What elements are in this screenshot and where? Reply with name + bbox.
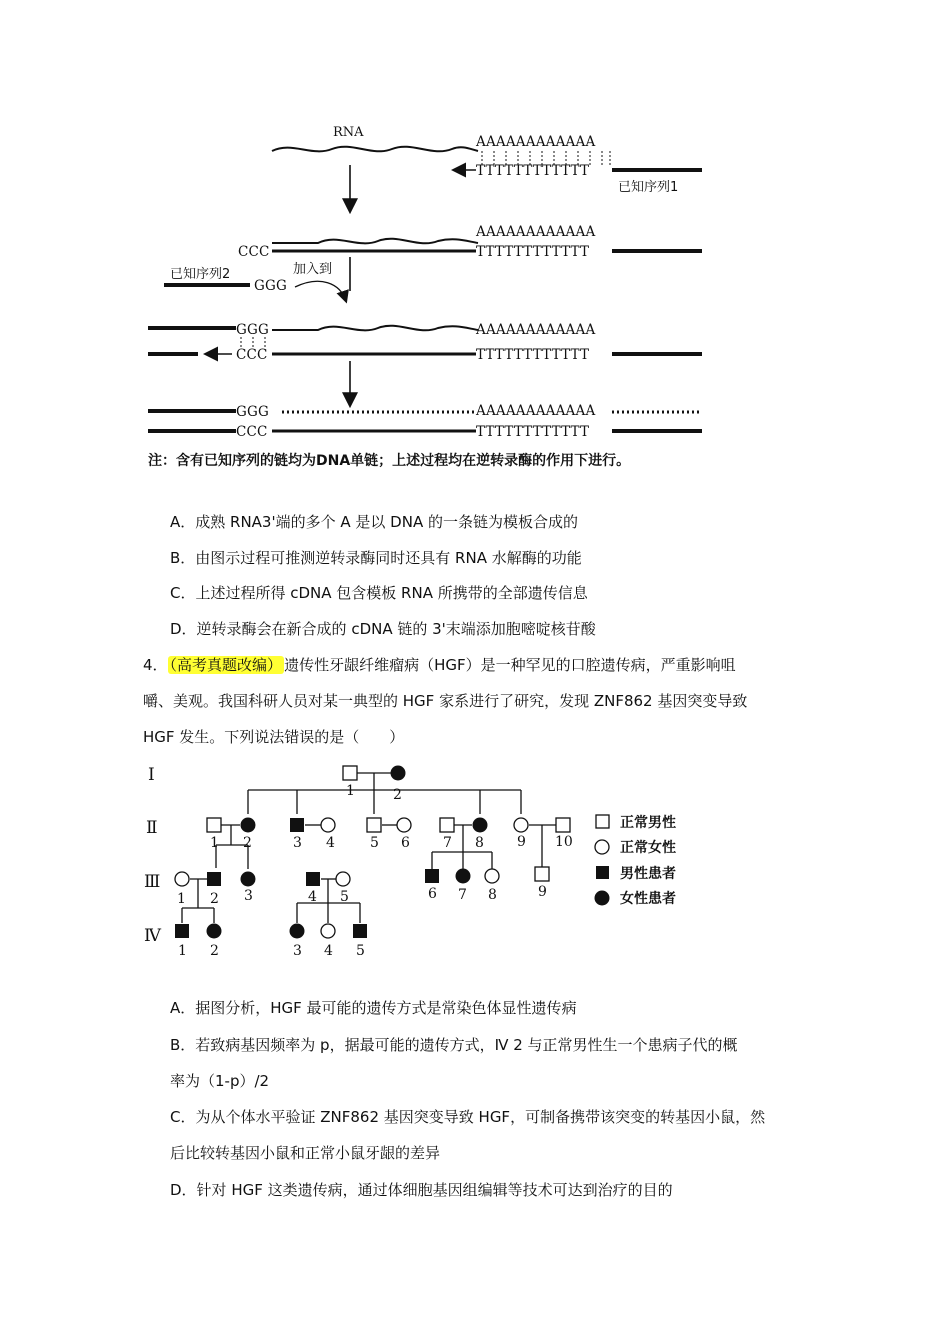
legend-affected-female-icon [595, 891, 610, 906]
q3-option-a: A．成熟 RNA3'端的多个 A 是以 DNA 的一条链为模板合成的 [170, 513, 578, 531]
svg-text:1: 1 [210, 835, 219, 851]
II-10-normal-male [556, 818, 570, 832]
pedigree-lines [182, 773, 556, 923]
svg-text:5: 5 [356, 943, 365, 959]
q4-stem-line2: 嚼、美观。我国科研人员对某一典型的 HGF 家系进行了研究，发现 ZNF862 基因突变导致 [143, 692, 748, 710]
q4-stem-line3: HGF 发生。下列说法错误的是（ ） [143, 728, 405, 746]
IV-4-normal-female [321, 924, 335, 938]
individual-numbers [177, 783, 573, 959]
q4-option-c-line2: 后比较转基因小鼠和正常小鼠牙龈的差异 [170, 1144, 441, 1162]
rna-strand-row2 [272, 239, 478, 244]
polyT-row3: TTTTTTTTTTTT [476, 347, 590, 363]
diagram-note: 注：含有已知序列的链均为DNA单链；上述过程均在逆转录酶的作用下进行。 [148, 453, 631, 469]
legend-affected-male-icon [596, 866, 609, 879]
svg-text:4: 4 [308, 889, 317, 905]
svg-text:1: 1 [346, 783, 355, 799]
q4-option-b-line2: 率为（1-p）/2 [170, 1072, 270, 1090]
polyT-row2: TTTTTTTTTTTT [476, 244, 590, 260]
legend-affected-female-label: 女性患者 [620, 891, 676, 907]
q4-number: 4． [143, 656, 168, 674]
svg-text:6: 6 [401, 835, 410, 851]
I-1-normal-male [343, 766, 357, 780]
ccc-row4: CCC [236, 424, 268, 440]
II-6-normal-female [397, 818, 411, 832]
legend-normal-male-icon [596, 815, 609, 828]
IV-5-affected-male [353, 924, 367, 938]
q4-source-tag: （高考真题改编） [169, 656, 283, 674]
svg-text:9: 9 [517, 834, 526, 850]
reverse-transcription-diagram [140, 115, 730, 480]
II-8-affected-female [473, 818, 488, 833]
II-5-normal-male [367, 818, 381, 832]
III-1-normal-female [175, 872, 189, 886]
generation-label-IV: Ⅳ [144, 926, 161, 946]
ccc-row3: CCC [236, 347, 268, 363]
III-3-affected-female [241, 872, 256, 887]
III-8-normal-female [485, 869, 499, 883]
svg-text:3: 3 [293, 943, 302, 959]
III-9-normal-male [535, 867, 549, 881]
svg-text:2: 2 [243, 835, 252, 851]
add-to-label: 加入到 [293, 262, 333, 277]
svg-text:2: 2 [210, 891, 219, 907]
polyA-row2: AAAAAAAAAAAA [476, 224, 596, 240]
q3-option-d: D．逆转录酶会在新合成的 cDNA 链的 3'末端添加胞嘧啶核苷酸 [170, 620, 596, 638]
rna-label: RNA [333, 125, 364, 140]
svg-text:1: 1 [178, 943, 187, 959]
generation-label-II: Ⅱ [146, 818, 158, 838]
generation-label-III: Ⅲ [144, 872, 161, 892]
svg-text:8: 8 [475, 835, 484, 851]
svg-text:5: 5 [370, 835, 379, 851]
q4-stem-line1 [143, 655, 736, 675]
svg-text:3: 3 [244, 888, 253, 904]
q4-option-d: D．针对 HGF 这类遗传病，通过体细胞基因组编辑等技术可达到治疗的目的 [170, 1181, 673, 1199]
legend-normal-male-label: 正常男性 [620, 815, 676, 831]
known-seq1-label: 已知序列1 [618, 180, 679, 195]
pedigree-chart [140, 755, 700, 965]
III-6-affected-male [425, 869, 439, 883]
known-seq2-label: 已知序列2 [170, 267, 231, 282]
q3-option-c: C．上述过程所得 cDNA 包含模板 RNA 所携带的全部遗传信息 [170, 584, 588, 602]
II-4-normal-female [321, 818, 335, 832]
svg-text:3: 3 [293, 835, 302, 851]
II-7-normal-male [440, 818, 454, 832]
polyT-row1: TTTTTTTTTTTT [476, 163, 590, 179]
I-2-affected-female [391, 766, 406, 781]
ggg-row3: GGG [236, 322, 269, 338]
II-9-normal-female [514, 818, 528, 832]
legend-normal-female-icon [595, 840, 609, 854]
rna-strand-row3 [272, 326, 478, 331]
III-7-affected-female [456, 869, 471, 884]
svg-text:5: 5 [340, 889, 349, 905]
III-4-affected-male [306, 872, 320, 886]
q4-option-a: A．据图分析，HGF 最可能的遗传方式是常染色体显性遗传病 [170, 999, 577, 1017]
ggg-row2: GGG [254, 278, 287, 294]
III-5-normal-female [336, 872, 350, 886]
svg-text:4: 4 [324, 943, 333, 959]
q3-option-b: B．由图示过程可推测逆转录酶同时还具有 RNA 水解酶的功能 [170, 549, 582, 567]
polyA-row4: AAAAAAAAAAAA [476, 403, 596, 419]
svg-text:10: 10 [555, 834, 573, 850]
IV-3-affected-female [290, 924, 305, 939]
svg-text:1: 1 [177, 891, 186, 907]
q4-option-c-line1: C．为从个体水平验证 ZNF862 基因突变导致 HGF，可制备携带该突变的转基因小鼠，然 [170, 1108, 766, 1126]
IV-2-affected-female [207, 924, 222, 939]
svg-text:7: 7 [443, 835, 452, 851]
II-2-affected-female [241, 818, 256, 833]
add-to-arrow [295, 281, 346, 301]
svg-text:9: 9 [538, 884, 547, 900]
legend-affected-male-label: 男性患者 [620, 866, 676, 882]
IV-1-affected-male [175, 924, 189, 938]
polyA-row3: AAAAAAAAAAAA [476, 322, 596, 338]
q4-text-1: 遗传性牙龈纤维瘤病（HGF）是一种罕见的口腔遗传病，严重影响咀 [284, 656, 736, 674]
II-1-normal-male [207, 818, 221, 832]
legend-normal-female-label: 正常女性 [620, 840, 676, 856]
svg-text:8: 8 [488, 887, 497, 903]
generation-label-I: Ⅰ [148, 765, 155, 785]
ccc-row2: CCC [238, 244, 270, 260]
svg-text:7: 7 [458, 887, 467, 903]
polyT-row4: TTTTTTTTTTTT [476, 424, 590, 440]
II-3-affected-male [290, 818, 304, 832]
polyA-row1: AAAAAAAAAAAA [476, 134, 596, 150]
rna-strand [272, 147, 478, 152]
III-2-affected-male [207, 872, 221, 886]
ggg-row4: GGG [236, 404, 269, 420]
svg-text:4: 4 [326, 835, 335, 851]
svg-text:2: 2 [393, 787, 402, 803]
q4-option-b-line1: B．若致病基因频率为 p，据最可能的遗传方式，Ⅳ 2 与正常男性生一个患病子代的概 [170, 1036, 738, 1054]
svg-text:2: 2 [210, 943, 219, 959]
svg-text:6: 6 [428, 886, 437, 902]
